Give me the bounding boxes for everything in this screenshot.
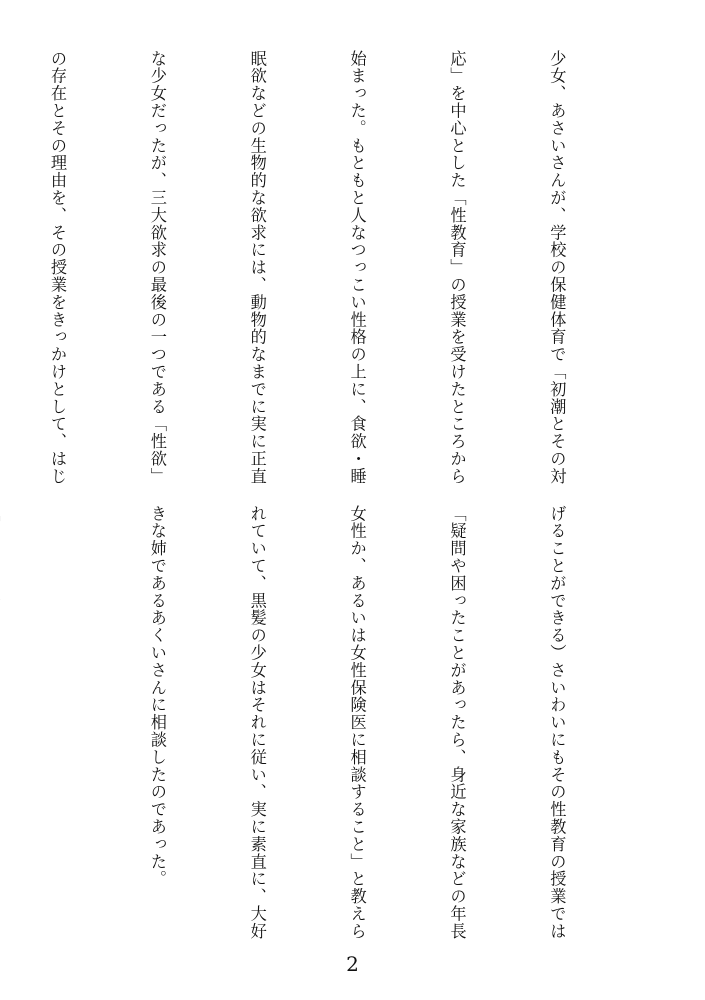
- text-column: 「疑問や困ったことがあったら、身近な家族などの年長: [447, 505, 467, 940]
- text-column: 少女、あさいさんが、学校の保健体育で「初潮とその対: [547, 50, 567, 485]
- text-column: [0, 505, 7, 945]
- text-column: の存在とその理由を、その授業をきっかけとして、はじ: [47, 50, 67, 485]
- text-column: きな姉であるあくいさんに相談したのであった。: [147, 505, 167, 888]
- text-column: 女性か、あるいは女性保険医に相談すること」と教えら: [347, 505, 367, 940]
- upper-text-block: [47, 50, 640, 490]
- lower-text-block: [50, 505, 640, 945]
- text-column: 応」を中心とした「性教育」の授業を受けたところから: [447, 50, 467, 485]
- text-column: 眠欲などの生物的な欲求には、動物的なまでに実に正直: [247, 50, 267, 485]
- text-column: 始まった。もともと人なつっこい性格の上に、食欲・睡: [347, 50, 367, 485]
- text-column: れていて、黒髪の少女はそれに従い、実に素直に、大好: [247, 505, 267, 940]
- page-number: 2: [346, 952, 359, 976]
- text-column: げることができる）さいわいにもその性教育の授業では: [547, 505, 567, 940]
- text-column: な少女だったが、三大欲求の最後の一つである「性欲」: [147, 50, 167, 485]
